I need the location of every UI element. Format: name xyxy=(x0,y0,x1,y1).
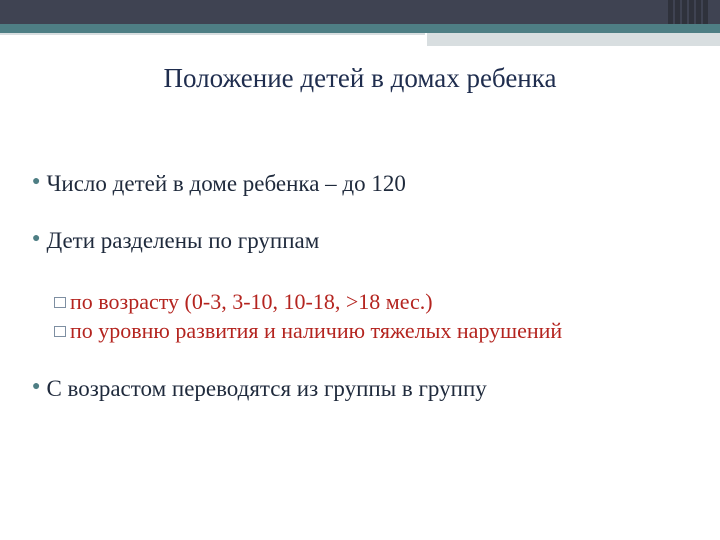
teal-accent-bar xyxy=(0,24,720,33)
stripe xyxy=(668,0,673,24)
light-gray-bar-left xyxy=(0,33,425,35)
light-gray-bar-right xyxy=(427,33,720,46)
stripe xyxy=(689,0,694,24)
hollow-square-icon xyxy=(54,326,66,337)
bullet-dot-icon: ● xyxy=(32,379,41,394)
bullet-item xyxy=(32,228,319,254)
sub-bullet-text: по уровню развития и наличию тяжелых нарушений xyxy=(70,318,563,343)
bullet-dot-icon: ● xyxy=(32,231,41,246)
stripe xyxy=(682,0,687,24)
slide-title: Положение детей в домах ребенка xyxy=(163,63,557,93)
top-dark-bar xyxy=(0,0,720,24)
bullet-text: С возрастом переводятся из группы в группу xyxy=(46,376,487,401)
bullet-text: Число детей в доме ребенка – до 120 xyxy=(46,171,406,196)
bullet-text: Дети разделены по группам xyxy=(46,228,320,253)
bullet-item xyxy=(32,171,406,197)
stripe xyxy=(696,0,701,24)
decorative-stripes xyxy=(650,0,708,24)
bullet-dot-icon: ● xyxy=(32,174,41,189)
sub-bullet-text: по возрасту (0-3, 3-10, 10-18, >18 мес.) xyxy=(70,289,433,314)
hollow-square-icon xyxy=(54,297,66,308)
bullet-item xyxy=(32,376,487,402)
stripe xyxy=(675,0,680,24)
sub-bullet-item xyxy=(54,318,562,344)
stripe xyxy=(703,0,708,24)
sub-bullet-item xyxy=(54,289,433,315)
